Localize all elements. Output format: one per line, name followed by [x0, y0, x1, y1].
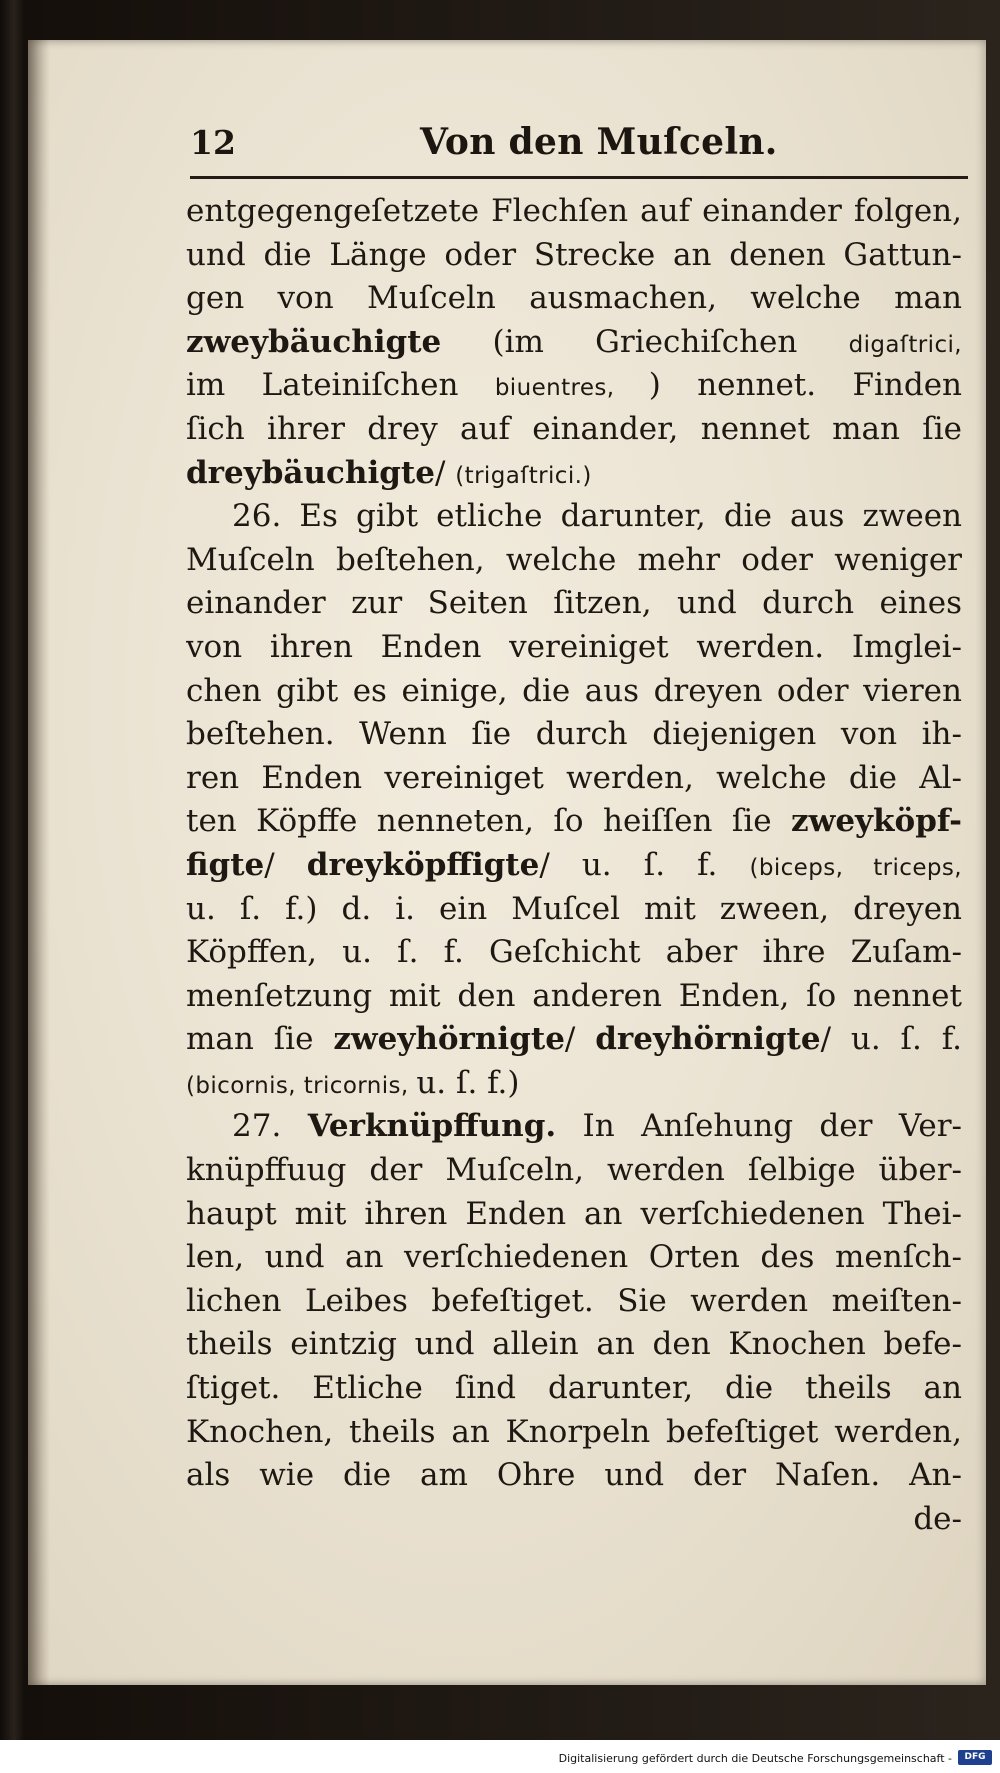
text-line: [186, 1105, 962, 1149]
text-run: ) d. i. ein Muſcel mit zween, dreyen: [305, 890, 962, 927]
text-line: [186, 539, 962, 583]
text-line: [186, 670, 962, 714]
text-run: lichen Leibes befeſtiget. Sie werden meiſten-: [186, 1282, 962, 1319]
body-text: [186, 190, 962, 1541]
text-line: [186, 1454, 962, 1498]
text-run: einander zur Seiten ſitzen, und durch eines: [186, 585, 962, 622]
running-head: [190, 117, 960, 171]
text-line: [186, 626, 962, 670]
text-line: [186, 190, 962, 234]
text-run: ten Köpffe nenneten, ſo heiſſen ſie: [186, 803, 792, 840]
digitization-credit: Digitalisierung gefördert durch die Deutsche Forschungsgemeinschaft -: [558, 1752, 952, 1765]
text-run: Muſceln beſtehen, welche mehr oder weniger: [186, 541, 962, 578]
latin-term: (biceps, triceps,: [749, 854, 962, 881]
text-line: [186, 1280, 962, 1324]
text-line: [186, 452, 962, 496]
page-number: 12: [190, 123, 236, 162]
text-run: entgegengeſetzete Flechſen auf einander folgen,: [186, 193, 962, 229]
text-line: [186, 1062, 962, 1106]
text-run: ) nennet. Finden: [648, 367, 962, 404]
text-run: als wie die am Ohre und der Naſen. An-: [186, 1457, 962, 1494]
term-bold: dreybäuchigte: [186, 454, 435, 491]
text-line: [186, 495, 962, 539]
text-line: [186, 1367, 962, 1411]
text-line: [186, 364, 962, 408]
latin-term: (bicornis, tricornis,: [186, 1072, 417, 1099]
text-run: ren Enden vereiniget werden, welche die Al-: [186, 759, 962, 796]
text-line: [186, 234, 962, 278]
text-run: len, und an verſchiedenen Orten des menſch-: [186, 1239, 962, 1276]
text-run: 27.: [232, 1108, 308, 1145]
text-line: [186, 1193, 962, 1237]
text-run: beſtehen. Wenn ſie durch diejenigen von ih-: [186, 716, 962, 753]
page-spine-shadow: [28, 40, 50, 1685]
text-run: menſetzung mit den anderen Enden, ſo nennet: [186, 977, 962, 1014]
catchword: [186, 1498, 962, 1542]
text-line: [186, 321, 962, 365]
catchword-text: de-: [913, 1500, 962, 1537]
text-run: In Anſehung der Ver-: [556, 1108, 962, 1145]
text-line: [186, 1323, 962, 1367]
text-run: u. ſ. f.): [416, 1064, 520, 1101]
text-line: [186, 582, 962, 626]
text-run: chen gibt es einige, die aus dreyen oder vieren: [186, 672, 962, 709]
term-bold: dreyhörnigte: [595, 1021, 821, 1058]
text-run: / u. ſ. f.: [820, 1021, 962, 1058]
dfg-logo: DFG: [958, 1750, 992, 1765]
text-run: haupt mit ihren Enden an verſchiedenen Thei-: [186, 1195, 962, 1232]
text-run: 26. Es gibt etliche darunter, die aus zween: [232, 498, 962, 535]
text-line: [186, 1018, 962, 1062]
text-line: [186, 1411, 962, 1455]
text-run: knüpffuug der Muſceln, werden ſelbige über-: [186, 1152, 962, 1189]
text-run: / u. ſ. f.: [539, 846, 750, 883]
text-line: [186, 408, 962, 452]
text-line: [186, 277, 962, 321]
text-line: [186, 713, 962, 757]
term-bold: dreyköpffigte: [306, 846, 540, 883]
text-line: [186, 975, 962, 1019]
text-line: [186, 931, 962, 975]
text-run: ſich ihrer drey auf einander, nennet man ſie: [186, 410, 962, 447]
running-title: Von den Muſceln.: [420, 121, 778, 163]
text-run: /: [264, 846, 307, 883]
text-run: /: [434, 454, 456, 491]
section-heading: Verknüpffung.: [307, 1108, 557, 1145]
text-line: [186, 844, 962, 888]
text-run: und die Länge oder Strecke an denen Gattun-: [186, 236, 962, 273]
text-line: [186, 757, 962, 801]
text-line: [186, 1149, 962, 1193]
term-bold: zweyhörnigte: [333, 1021, 565, 1058]
latin-term: digaſtrici,: [848, 331, 962, 358]
text-run: ſtiget. Etliche ſind darunter, die theils an: [186, 1370, 962, 1407]
term-bold: figte: [186, 846, 265, 883]
latin-term: biuentres,: [494, 375, 649, 402]
text-line: [186, 800, 962, 844]
text-run: man ſie: [186, 1021, 334, 1058]
text-run: Knochen, theils an Knorpeln befeſtiget werden,: [186, 1413, 962, 1450]
header-rule: [190, 176, 968, 179]
text-line: [186, 1236, 962, 1280]
text-run: u. ſ. f.: [186, 890, 306, 927]
latin-term: (trigaſtrici.): [455, 462, 592, 489]
text-run: im Lateiniſchen: [186, 367, 495, 404]
text-run: /: [564, 1021, 596, 1058]
text-run: Köpffen, u. ſ. f. Geſchicht aber ihre Zuſam-: [186, 934, 962, 971]
text-line: [186, 888, 962, 932]
text-run: theils eintzig und allein an den Knochen befe-: [186, 1326, 962, 1363]
term-bold: zweyköpf-: [791, 803, 962, 840]
text-run: gen von Muſceln ausmachen, welche man: [186, 280, 962, 317]
term-bold: zweybäuchigte: [186, 323, 442, 360]
text-run: (im Griechiſchen: [441, 323, 849, 360]
text-run: von ihren Enden vereiniget werden. Imglei-: [186, 628, 962, 665]
